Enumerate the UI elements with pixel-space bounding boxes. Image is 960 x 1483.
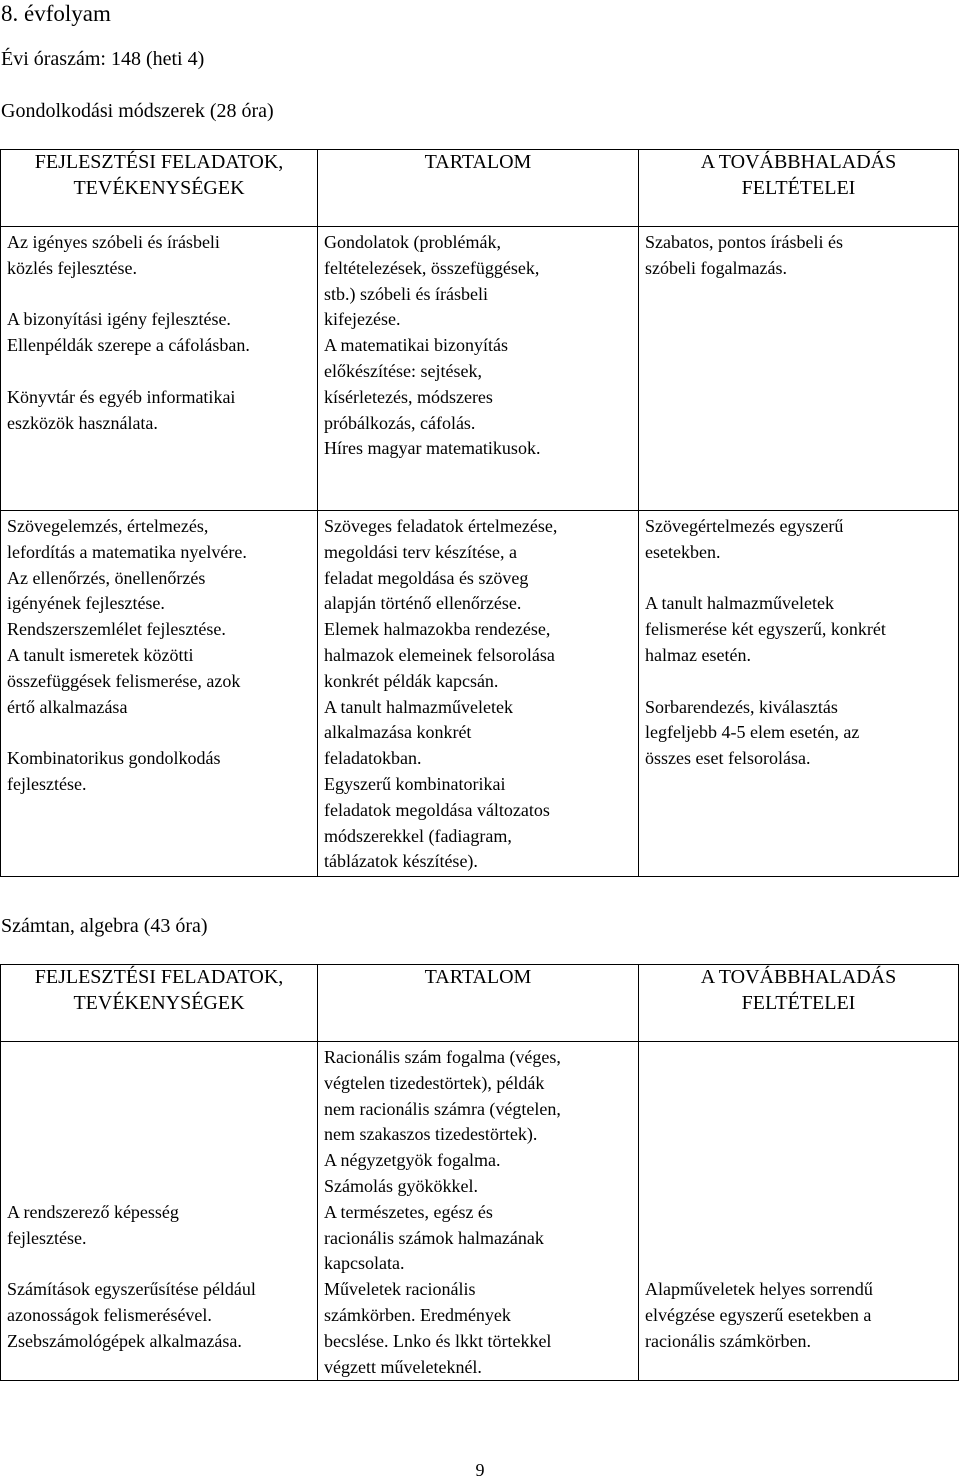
task-text: Szövegelemzés, értelmezés, lefordítás a matematika nyelvére. Az ellenőrzés, önellenőrzés igényének fejlesztése. Rendszerszemlélet fejlesztése. A tanult ismeretek közötti összefüggések felismerése, azok értő alkalmazása xyxy=(7,516,247,717)
task-text: A bizonyítási igény fejlesztése. Ellenpéldák szerepe a cáfolásban. xyxy=(7,309,250,356)
task-text: Könyvtár és egyéb informatikai eszközök használata. xyxy=(7,386,236,433)
grade-title: 8. évfolyam xyxy=(1,1,111,26)
progression-text: A tanult halmazműveletek felismerése két egyszerű, konkrét halmaz esetén. xyxy=(645,593,886,665)
curriculum-table-arithmetic-algebra xyxy=(0,964,959,1381)
progression-text: Szövegértelmezés egyszerű esetekben. xyxy=(645,516,844,562)
task-text: Az igényes szóbeli és írásbeli közlés fejlesztése. xyxy=(7,232,220,278)
header-progression-conditions: A TOVÁBBHALADÁS FELTÉTELEI xyxy=(639,965,959,1042)
table-row xyxy=(1,1042,959,1381)
task-text: A rendszerező képesség fejlesztése. xyxy=(7,1201,179,1248)
content-cell: Szöveges feladatok értelmezése, megoldási terv készítése, a feladat megoldása és szöveg alapján történő ellenőrzése. Elemek halmazokba rendezése, halmazok elemeinek felsorolása konkrét példák kapcsán. A tanult halmazműveletek alkalmazása konkrét feladatokban. Egyszerű kombinatorikai feladatok megoldása változatos módszerekkel (fadiagram, táblázatok készítése). xyxy=(318,511,639,877)
progression-text: Sorbarendezés, kiválasztás legfeljebb 4-5 elem esetén, az összes eset felsorolása. xyxy=(645,696,860,769)
progression-cell xyxy=(639,1042,959,1381)
development-tasks-cell xyxy=(1,511,318,877)
header-content: TARTALOM xyxy=(318,965,639,1042)
table-row xyxy=(1,227,959,511)
section-title-thinking-methods: Gondolkodási módszerek (28 óra) xyxy=(1,100,274,122)
development-tasks-cell xyxy=(1,227,318,511)
page-number: 9 xyxy=(475,1460,485,1480)
header-progression-conditions: A TOVÁBBHALADÁS FELTÉTELEI xyxy=(639,150,959,227)
table-row xyxy=(1,511,959,877)
development-tasks-cell xyxy=(1,1042,318,1381)
progression-cell: Szabatos, pontos írásbeli és szóbeli fogalmazás. xyxy=(639,227,959,511)
task-text: Kombinatorikus gondolkodás fejlesztése. xyxy=(7,748,221,794)
header-development-tasks: FEJLESZTÉSI FELADATOK, TEVÉKENYSÉGEK xyxy=(1,965,318,1042)
annual-hours: Évi óraszám: 148 (heti 4) xyxy=(1,48,205,70)
table-header-row xyxy=(1,150,959,227)
curriculum-table-thinking-methods xyxy=(0,149,959,877)
task-text: Számítások egyszerűsítése például azonosságok felismerésével. Zsebszámológépek alkalmazása. xyxy=(7,1279,256,1351)
header-content: TARTALOM xyxy=(318,150,639,227)
progression-cell xyxy=(639,511,959,877)
table-header-row xyxy=(1,965,959,1042)
header-development-tasks: FEJLESZTÉSI FELADATOK, TEVÉKENYSÉGEK xyxy=(1,150,318,227)
content-cell: Gondolatok (problémák, feltételezések, összefüggések, stb.) szóbeli és írásbeli kifejezése. A matematikai bizonyítás előkészítése: sejtések, kísérletezés, módszeres próbálkozás, cáfolás. Híres magyar matematikusok. xyxy=(318,227,639,511)
progression-text: Alapműveletek helyes sorrendű elvégzése egyszerű esetekben a racionális számkörben. xyxy=(645,1279,873,1351)
section-title-arithmetic-algebra: Számtan, algebra (43 óra) xyxy=(1,915,208,937)
content-cell: Racionális szám fogalma (véges, végtelen tizedestörtek), példák nem racionális számra (végtelen, nem szakaszos tizedestörtek). A négyzetgyök fogalma. Számolás gyökökkel. A természetes, egész és racionális számok halmazának kapcsolata. Műveletek racionális számkörben. Eredmények becslése. Lnko és lkkt törtekkel végzett műveleteknél. xyxy=(318,1042,639,1381)
